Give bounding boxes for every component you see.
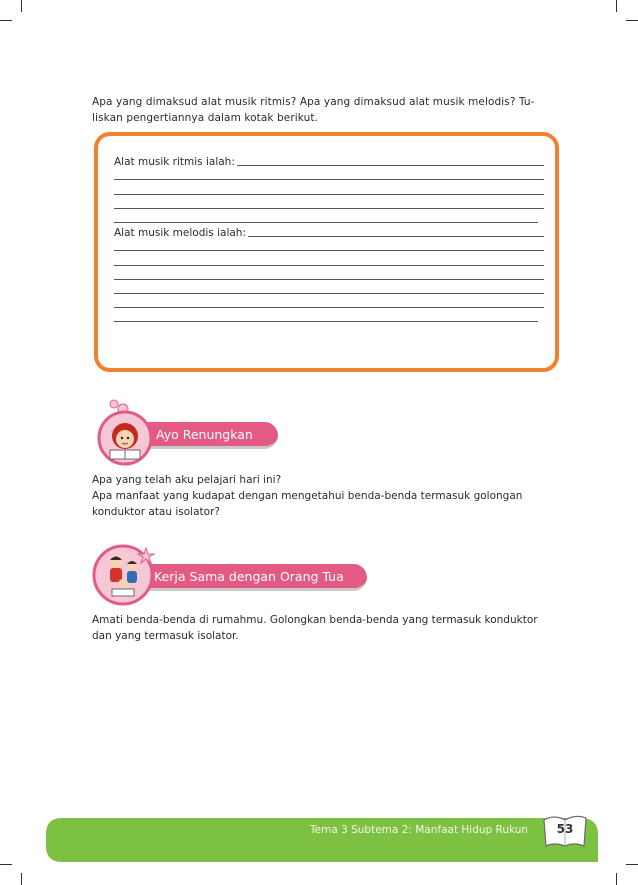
kerja-sama-line1: Amati benda-benda di rumahmu. Golongkan benda-benda yang termasuk konduktor	[92, 614, 538, 626]
melodis-answer-line[interactable]	[114, 282, 544, 296]
crop-mark	[616, 0, 617, 12]
ritmis-label: Alat musik ritmis ialah:	[114, 156, 235, 169]
crop-mark	[0, 864, 12, 865]
footer-caption: Tema 3 Subtema 2: Manfaat Hidup Rukun	[310, 824, 529, 836]
intro-line-2: liskan pengertiannya dalam kotak berikut.	[92, 112, 319, 124]
melodis-label: Alat musik melodis ialah:	[114, 227, 246, 240]
renungkan-q2-line2: konduktor atau isolator?	[92, 506, 220, 518]
ritmis-answer-line[interactable]	[114, 182, 544, 196]
crop-mark	[616, 873, 617, 885]
kerja-sama-banner	[90, 542, 370, 608]
renungkan-title: Ayo Renungkan	[156, 426, 253, 442]
renungkan-q1: Apa yang telah aku pelajari hari ini?	[92, 474, 282, 486]
crop-mark	[626, 20, 638, 21]
intro-line-1: Apa yang dimaksud alat musik ritmis? Apa yang dimaksud alat musik melodis? Tu-	[92, 96, 535, 108]
page-footer	[0, 812, 638, 862]
answer-box	[94, 132, 559, 372]
crop-mark	[626, 864, 638, 865]
thinking-child-icon	[90, 398, 160, 470]
kerja-sama-line2: dan yang termasuk isolator.	[92, 630, 239, 642]
kerja-sama-title: Kerja Sama dengan Orang Tua	[154, 568, 344, 584]
melodis-answer-line[interactable]	[114, 296, 544, 310]
crop-mark	[21, 873, 22, 885]
melodis-answer-line[interactable]	[114, 239, 544, 253]
ritmis-answer-line[interactable]	[114, 197, 544, 211]
family-reading-icon	[90, 542, 156, 608]
page-number: 53	[556, 822, 574, 836]
kerja-sama-title-pill	[130, 564, 367, 591]
melodis-answer-line[interactable]	[114, 268, 544, 282]
crop-mark	[21, 0, 22, 12]
intro-instruction	[92, 94, 564, 126]
melodis-answer-line[interactable]	[114, 225, 544, 239]
ritmis-answer-line[interactable]	[114, 168, 544, 182]
renungkan-banner	[90, 398, 290, 470]
renungkan-questions	[92, 472, 564, 520]
answer-lines	[114, 154, 544, 324]
ritmis-answer-line[interactable]	[114, 154, 544, 168]
kerja-sama-instruction	[92, 612, 564, 644]
melodis-answer-line[interactable]	[114, 310, 544, 324]
ritmis-answer-line[interactable]	[114, 211, 544, 225]
renungkan-q2-line1: Apa manfaat yang kudapat dengan mengetahui benda-benda termasuk golongan	[92, 490, 523, 502]
melodis-answer-line[interactable]	[114, 253, 544, 267]
crop-mark	[0, 20, 12, 21]
